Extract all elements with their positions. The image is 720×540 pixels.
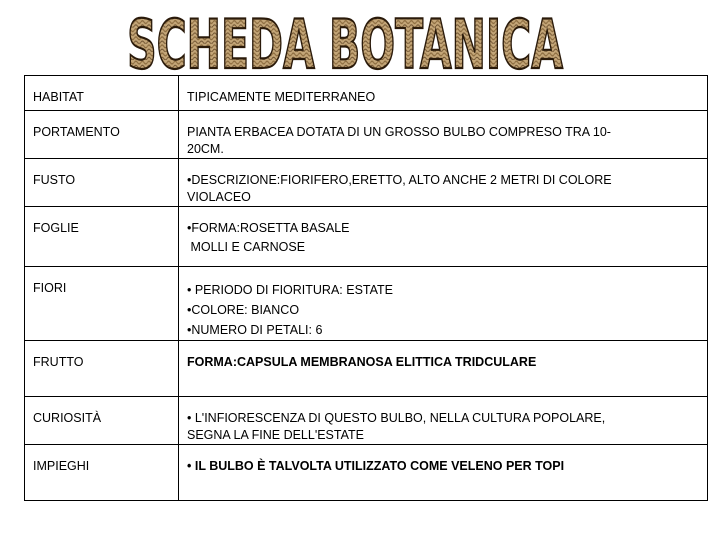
row-label-frutto: FRUTTO bbox=[25, 341, 179, 397]
value-line: • IL BULBO È TALVOLTA UTILIZZATO COME VELENO PER TOPI bbox=[187, 459, 565, 473]
table-row bbox=[25, 207, 708, 267]
row-value-portamento bbox=[179, 111, 708, 159]
row-value-fiori bbox=[179, 267, 708, 341]
value-line: • L'INFIORESCENZA DI QUESTO BULBO, NELLA CULTURA POPOLARE, bbox=[187, 411, 606, 425]
row-value-foglie bbox=[179, 207, 708, 267]
value-line: FORMA:CAPSULA MEMBRANOSA ELITTICA TRIDCULARE bbox=[187, 355, 537, 369]
value-line: 20CM. bbox=[187, 142, 224, 156]
value-line: TIPICAMENTE MEDITERRANEO bbox=[187, 90, 376, 104]
row-value-fusto bbox=[179, 159, 708, 207]
row-value-curiosita bbox=[179, 397, 708, 445]
table-row bbox=[25, 445, 708, 501]
table-row bbox=[25, 76, 708, 111]
value-line: • PERIODO DI FIORITURA: ESTATE bbox=[187, 283, 394, 297]
row-label-fiori: FIORI bbox=[25, 267, 179, 341]
value-line: VIOLACEO bbox=[187, 190, 251, 204]
table-row bbox=[25, 159, 708, 207]
row-label-impieghi: IMPIEGHI bbox=[25, 445, 179, 501]
row-label-foglie: FOGLIE bbox=[25, 207, 179, 267]
row-value-impieghi bbox=[179, 445, 708, 501]
table-row bbox=[25, 397, 708, 445]
row-label-habitat: HABITAT bbox=[25, 76, 179, 111]
title-wordart bbox=[0, 8, 720, 76]
value-line: •COLORE: BIANCO bbox=[187, 303, 300, 317]
table-row bbox=[25, 341, 708, 397]
table-row bbox=[25, 267, 708, 341]
value-line: SEGNA LA FINE DELL'ESTATE bbox=[187, 428, 364, 442]
row-label-portamento: PORTAMENTO bbox=[25, 111, 179, 159]
value-line: •NUMERO DI PETALI: 6 bbox=[187, 323, 323, 337]
row-label-fusto: FUSTO bbox=[25, 159, 179, 207]
botanical-table bbox=[24, 75, 708, 501]
row-value-frutto bbox=[179, 341, 708, 397]
row-label-curiosita: CURIOSITÀ bbox=[25, 397, 179, 445]
page-title bbox=[0, 8, 720, 76]
title-text: SCHEDA BOTANICA bbox=[127, 8, 563, 76]
value-line: •DESCRIZIONE:FIORIFERO,ERETTO, ALTO ANCHE 2 METRI DI COLORE bbox=[187, 173, 612, 187]
value-line: •FORMA:ROSETTA BASALE bbox=[187, 221, 350, 235]
value-line: MOLLI E CARNOSE bbox=[187, 240, 306, 254]
value-line: PIANTA ERBACEA DOTATA DI UN GROSSO BULBO COMPRESO TRA 10- bbox=[187, 125, 611, 139]
table-row bbox=[25, 111, 708, 159]
row-value-habitat bbox=[179, 76, 708, 111]
